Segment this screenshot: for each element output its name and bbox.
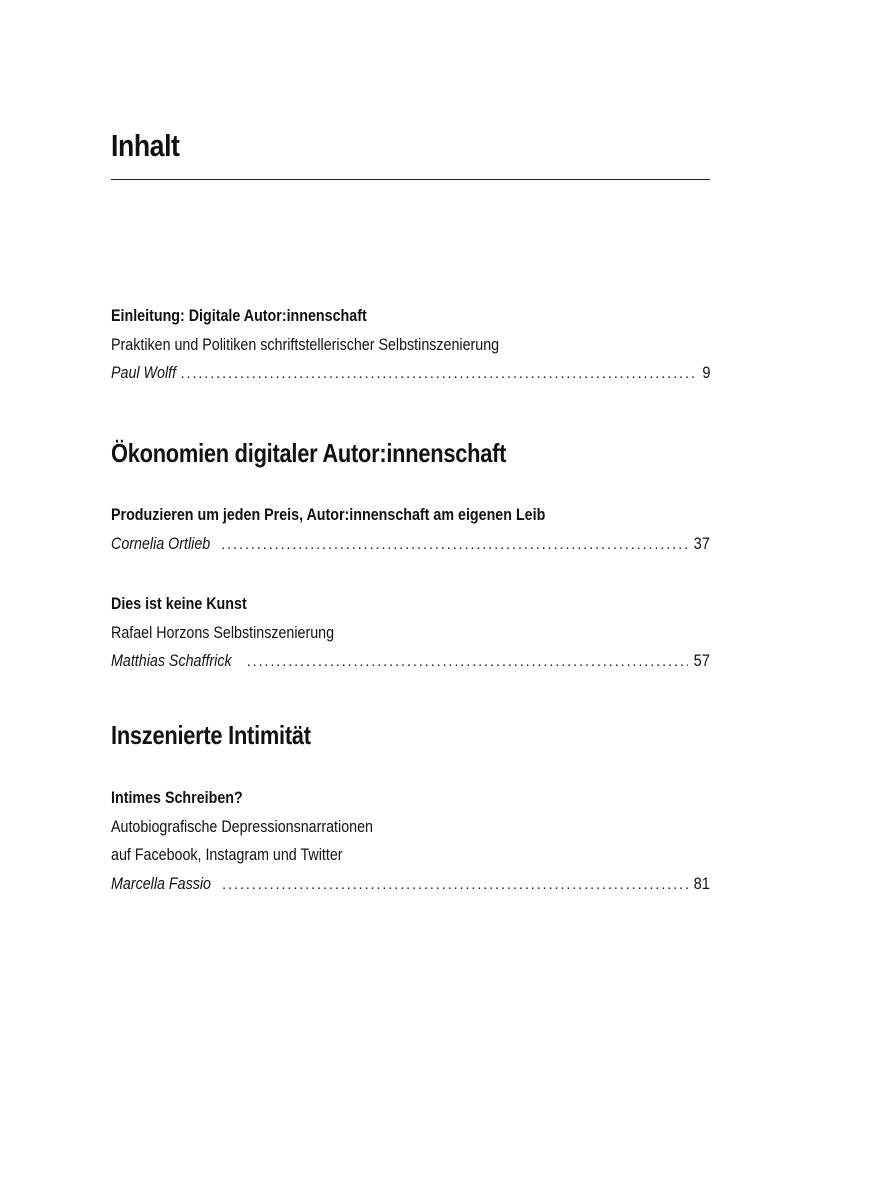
- entry-subtitle: Praktiken und Politiken schriftstellerischer Selbstinszenierung: [111, 334, 500, 354]
- section-heading-oekonomien: Ökonomien digitaler Autor:innenschaft: [111, 438, 507, 468]
- entry-title: Dies ist keine Kunst: [111, 594, 247, 613]
- dot-leader: [247, 648, 688, 677]
- entry-author: Marcella Fassio: [111, 874, 211, 894]
- entry-page-number: 37: [693, 533, 710, 553]
- toc-entry-schaffrick[interactable]: [111, 590, 710, 676]
- entry-subtitle-line-2: auf Facebook, Instagram und Twitter: [111, 845, 343, 865]
- dot-leader: [222, 871, 688, 900]
- entry-author: Matthias Schaffrick: [111, 651, 232, 671]
- entry-author: Cornelia Ortlieb: [111, 533, 211, 553]
- dot-leader: [180, 360, 697, 389]
- entry-subtitle: Rafael Horzons Selbstinszenierung: [111, 622, 335, 642]
- section-heading-intimitaet: Inszenierte Intimität: [111, 720, 311, 750]
- entry-title: Einleitung: Digitale Autor:innenschaft: [111, 306, 367, 325]
- dot-leader: [221, 531, 688, 560]
- entry-page-number: 57: [693, 651, 710, 671]
- toc-entry-fassio[interactable]: [111, 784, 710, 899]
- title-divider: [111, 179, 710, 180]
- entry-subtitle-line-1: Autobiografische Depressionsnarrationen: [111, 816, 373, 836]
- entry-title: Intimes Schreiben?: [111, 788, 243, 807]
- toc-entry-intro[interactable]: [111, 302, 710, 388]
- entry-title: Produzieren um jeden Preis, Autor:innenschaft am eigenen Leib: [111, 505, 546, 524]
- entry-author: Paul Wolff: [111, 363, 177, 383]
- entry-page-number: 81: [693, 874, 710, 894]
- page-title: Inhalt: [111, 128, 180, 163]
- toc-entry-ortlieb[interactable]: [111, 501, 710, 558]
- entry-page-number: 9: [701, 363, 710, 383]
